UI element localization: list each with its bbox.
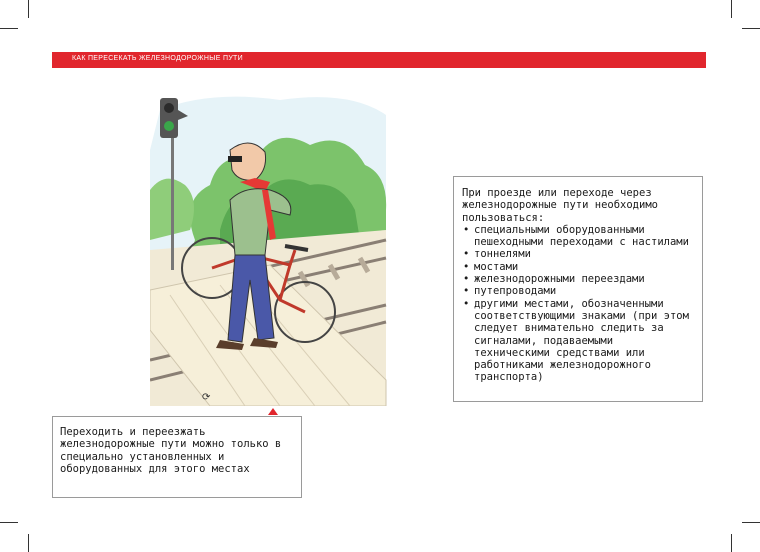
- note-box: [52, 416, 302, 498]
- list-item: • другими местами, обозначенными соответствующими знаками (при этом следует внимательно следить за сигналами, подаваемыми техническими средствами или работниками железнодорожного транспорта): [462, 298, 694, 384]
- info-list: [462, 224, 694, 384]
- list-item: • специальными оборудованными пешеходными переходами с настилами: [462, 224, 694, 249]
- crop-mark: [0, 522, 18, 523]
- list-item: • железнодорожными переездами: [462, 273, 694, 285]
- section-header-bar: [52, 52, 706, 68]
- list-item: • путепроводами: [462, 285, 694, 297]
- info-intro: При проезде или переходе через железнодорожные пути необходимо пользоваться:: [462, 187, 658, 224]
- crop-mark: [742, 28, 760, 29]
- section-title: КАК ПЕРЕСЕКАТЬ ЖЕЛЕЗНОДОРОЖНЫЕ ПУТИ: [72, 55, 243, 62]
- list-item: • тоннелями: [462, 248, 694, 260]
- crop-mark: [731, 534, 732, 552]
- crop-mark: [28, 534, 29, 552]
- crop-mark: [731, 0, 732, 18]
- info-box: [453, 176, 703, 402]
- svg-text:⟳: ⟳: [202, 392, 211, 403]
- cyclist-at-railway-crossing-icon: [150, 90, 388, 406]
- pointer-arrow-icon: [268, 408, 278, 415]
- crop-mark: [0, 28, 18, 29]
- list-item: • мостами: [462, 261, 694, 273]
- note-text: Переходить и переезжать железнодорожные пути можно только в специально установленных и оборудованных для этого местах: [60, 426, 282, 475]
- crop-mark: [742, 522, 760, 523]
- crop-mark: [28, 0, 29, 18]
